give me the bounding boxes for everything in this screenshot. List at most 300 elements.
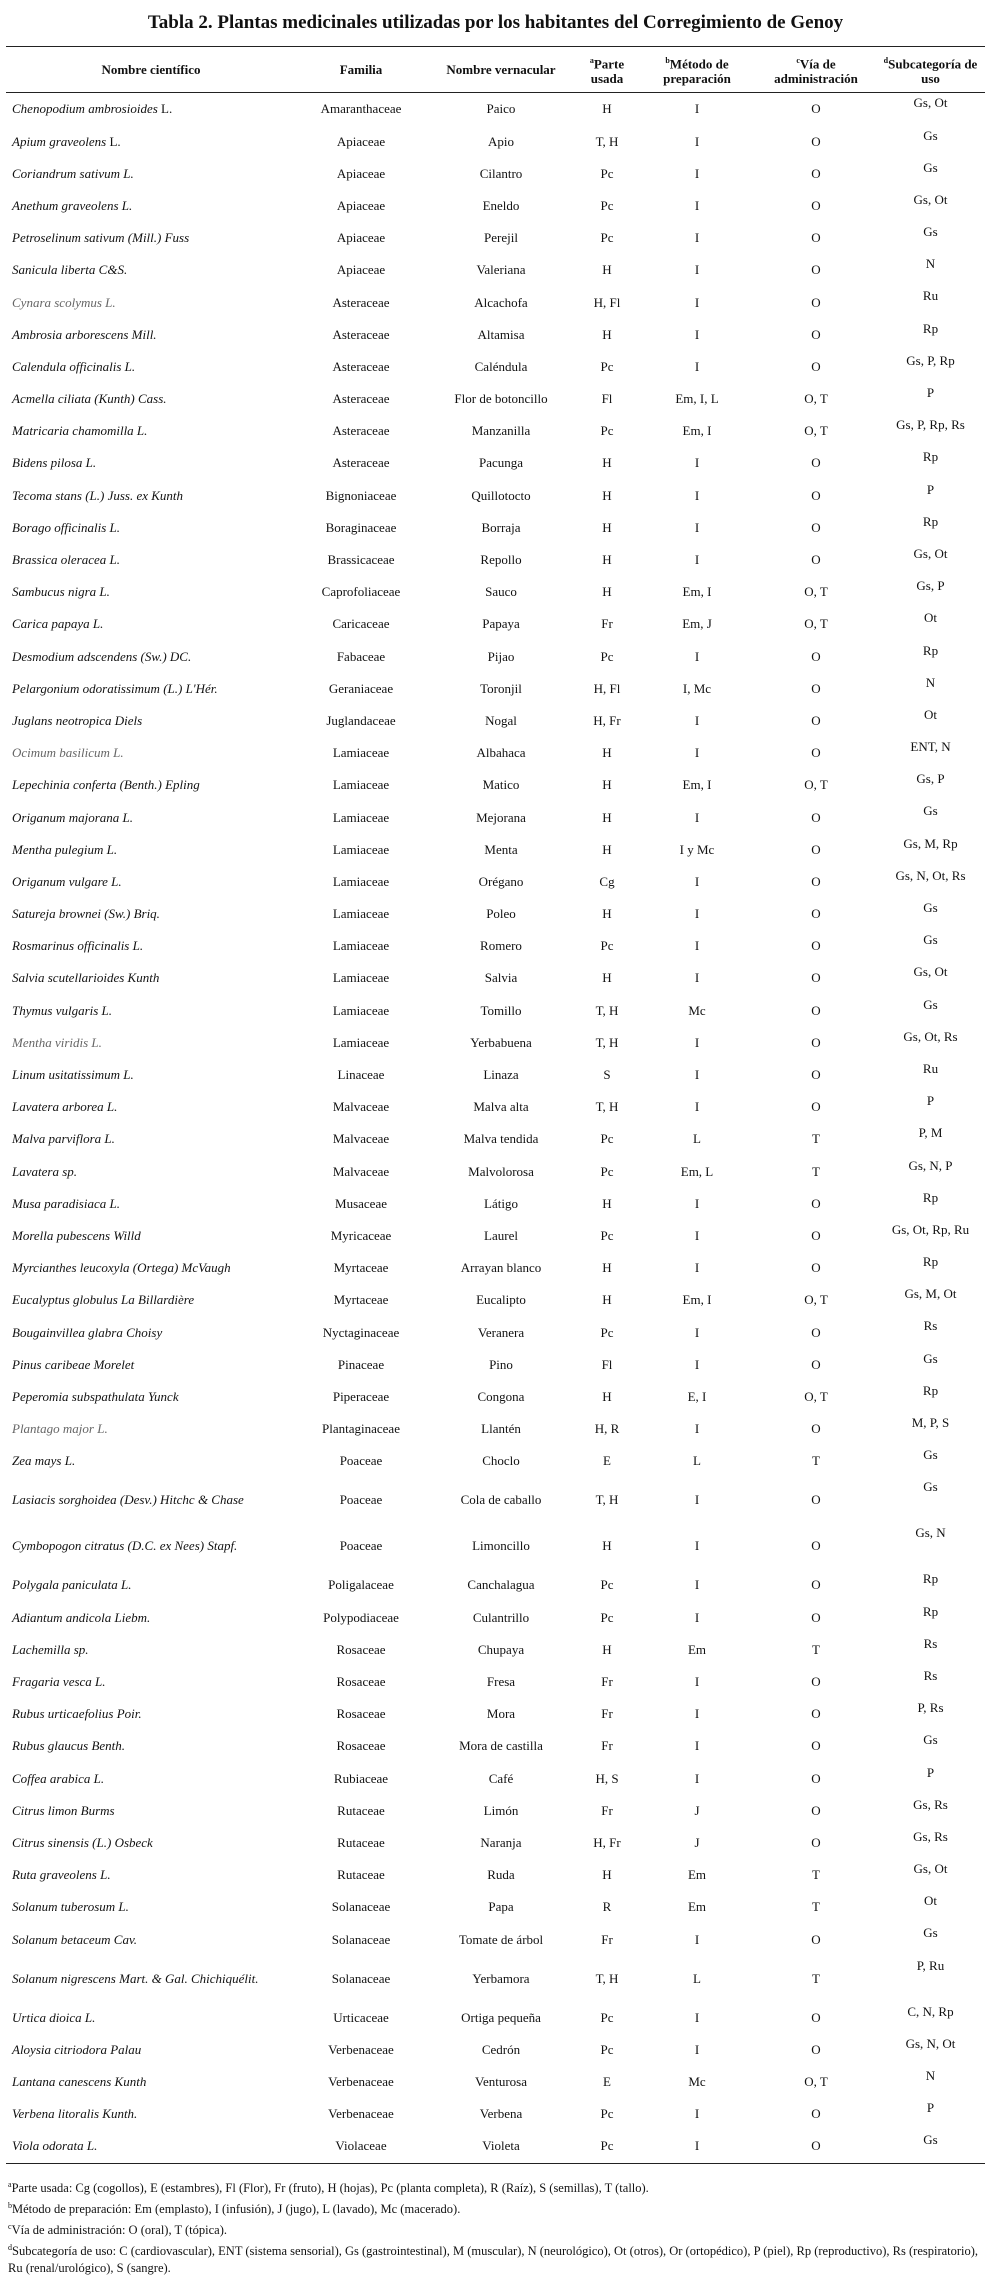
vernacular-name-cell: Fresa	[486, 1674, 516, 1690]
use-subcategory-cell: Gs, P	[916, 771, 945, 787]
table-row	[6, 1284, 985, 1316]
vernacular-name-cell: Veranera	[477, 1324, 525, 1340]
part-used-cell: S	[603, 1067, 611, 1083]
administration-route-cell: O	[811, 1067, 821, 1083]
vernacular-name-cell: Café	[488, 1770, 514, 1786]
table-row	[6, 544, 985, 576]
scientific-name-cell	[6, 190, 296, 222]
table-row	[6, 1602, 985, 1634]
species-name: Rosmarinus officinalis L.	[12, 938, 144, 954]
scientific-name-cell	[6, 447, 296, 479]
use-subcategory-cell: Rp	[922, 1189, 939, 1205]
part-used-cell: Fr	[601, 1931, 613, 1947]
preparation-method-cell: I	[694, 2106, 700, 2122]
table-row	[6, 1795, 985, 1827]
part-used-cell: Pc	[600, 358, 614, 374]
species-name: Polygala paniculata L.	[12, 1577, 132, 1593]
administration-route-cell: O	[811, 230, 821, 246]
table-row	[6, 222, 985, 254]
preparation-method-cell: E, I	[687, 1388, 707, 1404]
footnote-marker: a	[8, 2179, 12, 2189]
family-cell: Apiaceae	[336, 165, 386, 181]
vernacular-name-cell: Pijao	[487, 648, 515, 664]
table-row	[6, 1349, 985, 1381]
administration-route-cell: O	[811, 1577, 821, 1593]
use-subcategory-cell: Rp	[922, 320, 939, 336]
administration-route-cell: O, T	[804, 391, 828, 407]
administration-route-cell: O	[811, 1770, 821, 1786]
species-name: Chenopodium ambrosioides	[12, 101, 158, 117]
use-subcategory-cell: Gs	[923, 803, 938, 819]
species-name: Apium graveolens	[12, 133, 107, 149]
table-row	[6, 2002, 985, 2034]
administration-route-cell: O	[811, 970, 821, 986]
preparation-method-cell: I	[694, 1674, 700, 1690]
species-name: Lachemilla sp.	[12, 1641, 89, 1657]
family-cell: Lamiaceae	[332, 873, 390, 889]
species-name: Adiantum andicola Liebm.	[12, 1609, 151, 1625]
administration-route-cell: O	[811, 906, 821, 922]
use-subcategory-cell: Gs, Ot	[913, 1861, 948, 1877]
preparation-method-cell: I	[694, 230, 700, 246]
family-cell: Lamiaceae	[332, 906, 390, 922]
administration-route-cell: O	[811, 1834, 821, 1850]
part-used-cell: H	[602, 519, 612, 535]
scientific-name-cell	[6, 641, 296, 673]
use-subcategory-cell: P, Rs	[917, 1700, 944, 1716]
scientific-name-cell	[6, 769, 296, 801]
table-row	[6, 576, 985, 608]
species-name: Morella pubescens Willd	[12, 1227, 141, 1243]
species-name: Lavatera sp.	[12, 1163, 77, 1179]
family-cell: Lamiaceae	[332, 777, 390, 793]
use-subcategory-cell: Rp	[922, 513, 939, 529]
footnote-marker: b	[8, 2200, 12, 2210]
column-header	[756, 47, 876, 93]
column-header-label: Nombre vernacular	[446, 62, 556, 78]
part-used-cell: Pc	[600, 2106, 614, 2122]
family-cell: Pinaceae	[337, 1356, 385, 1372]
use-subcategory-cell: Rs	[923, 1318, 938, 1334]
vernacular-name-cell: Choclo	[482, 1453, 520, 1469]
use-subcategory-cell: Gs, N, Ot, Rs	[895, 867, 966, 883]
scientific-name-cell	[6, 1413, 296, 1445]
preparation-method-cell: I	[694, 133, 700, 149]
table-row	[6, 2066, 985, 2098]
species-name: Brassica oleracea L.	[12, 552, 120, 568]
footnote	[8, 2239, 985, 2277]
scientific-name-cell	[6, 1956, 296, 2002]
administration-route-cell: O	[811, 1227, 821, 1243]
part-used-cell: Pc	[600, 423, 614, 439]
use-subcategory-cell: N	[925, 256, 936, 272]
part-used-cell: Pc	[600, 1324, 614, 1340]
scientific-name-cell	[6, 1666, 296, 1698]
administration-route-cell: O	[811, 1492, 821, 1508]
administration-route-cell: O	[811, 487, 821, 503]
use-subcategory-cell: Gs	[923, 224, 938, 240]
family-cell: Amaranthaceae	[320, 101, 402, 117]
part-used-cell: Pc	[600, 230, 614, 246]
species-name: Verbena litoralis Kunth.	[12, 2106, 138, 2122]
species-name: Lepechinia conferta (Benth.) Epling	[12, 777, 200, 793]
preparation-method-cell: I	[694, 487, 700, 503]
species-name: Lasiacis sorghoidea (Desv.) Hitchc & Chase	[12, 1492, 244, 1508]
vernacular-name-cell: Cilantro	[479, 165, 523, 181]
use-subcategory-cell: Ru	[922, 1060, 939, 1076]
administration-route-cell: O	[811, 1195, 821, 1211]
preparation-method-cell: I	[694, 1356, 700, 1372]
scientific-name-cell	[6, 1284, 296, 1316]
family-cell: Myricaceae	[330, 1227, 392, 1243]
vernacular-name-cell: Mora de castilla	[459, 1738, 543, 1754]
use-subcategory-cell: Gs, P	[916, 578, 945, 594]
column-header-label: Vía de administración	[774, 56, 858, 87]
part-used-cell: H	[602, 552, 612, 568]
table-row	[6, 1156, 985, 1188]
use-subcategory-cell: Gs	[923, 996, 938, 1012]
species-name: Citrus sinensis (L.) Osbeck	[12, 1834, 153, 1850]
table-row	[6, 1381, 985, 1413]
scientific-name-cell	[6, 1027, 296, 1059]
administration-route-cell: O	[811, 1706, 821, 1722]
preparation-method-cell: Mc	[688, 2074, 706, 2090]
family-cell: Fabaceae	[336, 648, 386, 664]
part-used-cell: Fr	[601, 1674, 613, 1690]
table-row	[6, 1859, 985, 1891]
administration-route-cell: O	[811, 873, 821, 889]
part-used-cell: T, H	[595, 133, 619, 149]
table-row	[6, 447, 985, 479]
preparation-method-cell: Em, L	[680, 1163, 714, 1179]
vernacular-name-cell: Mora	[486, 1706, 516, 1722]
scientific-name-cell	[6, 1698, 296, 1730]
administration-route-cell: O	[811, 1002, 821, 1018]
use-subcategory-cell: Gs, N, P	[908, 1157, 953, 1173]
part-used-cell: Fr	[601, 616, 613, 632]
table-row	[6, 930, 985, 962]
family-cell: Rosaceae	[336, 1706, 386, 1722]
vernacular-name-cell: Poleo	[486, 906, 516, 922]
preparation-method-cell: I	[694, 1706, 700, 1722]
part-used-cell: H	[602, 455, 612, 471]
species-name: Citrus limon Burms	[12, 1802, 115, 1818]
species-name: Juglans neotropica Diels	[12, 712, 143, 728]
table-row	[6, 1666, 985, 1698]
family-cell: Geraniaceae	[328, 680, 394, 696]
species-name: Solanum nigrescens Mart. & Gal. Chichiquélit.	[12, 1970, 259, 1986]
family-cell: Myrtaceae	[333, 1292, 389, 1308]
footnote	[8, 2197, 985, 2218]
preparation-method-cell: I	[694, 1421, 700, 1437]
vernacular-name-cell: Limoncillo	[472, 1538, 530, 1554]
table-row	[6, 1059, 985, 1091]
part-used-cell: R	[602, 1899, 612, 1915]
administration-route-cell: O	[811, 326, 821, 342]
administration-route-cell: O, T	[804, 777, 828, 793]
use-subcategory-cell: P	[926, 2100, 935, 2116]
administration-route-cell: O	[811, 1324, 821, 1340]
table-row	[6, 1413, 985, 1445]
part-used-cell: H	[602, 1867, 612, 1883]
use-subcategory-cell: Gs, Ot, Rs	[903, 1028, 958, 1044]
scientific-name-cell	[6, 512, 296, 544]
part-used-cell: H	[602, 777, 612, 793]
preparation-method-cell: I	[694, 197, 700, 213]
part-used-cell: T, H	[595, 1099, 619, 1115]
vernacular-name-cell: Malvolorosa	[468, 1163, 534, 1179]
species-name: Peperomia subspathulata Yunck	[12, 1388, 179, 1404]
part-used-cell: H	[602, 841, 612, 857]
preparation-method-cell: I	[694, 294, 700, 310]
table-row	[6, 962, 985, 994]
part-used-cell: Fr	[601, 1802, 613, 1818]
use-subcategory-cell: ENT, N	[910, 739, 951, 755]
preparation-method-cell: Em, I	[682, 777, 712, 793]
part-used-cell: E	[603, 2074, 611, 2090]
administration-route-cell: O	[811, 2106, 821, 2122]
administration-route-cell: O	[811, 133, 821, 149]
table-row	[6, 1316, 985, 1348]
preparation-method-cell: J	[694, 1802, 700, 1818]
table-row	[6, 1956, 985, 2002]
use-subcategory-cell: P, M	[918, 1125, 943, 1141]
scientific-name-cell	[6, 1316, 296, 1348]
scientific-name-cell	[6, 158, 296, 190]
vernacular-name-cell: Arrayan blanco	[460, 1260, 542, 1276]
column-header-label: Parte usada	[590, 56, 625, 87]
vernacular-name-cell: Salvia	[484, 970, 518, 986]
use-subcategory-cell: Rp	[922, 1382, 939, 1398]
preparation-method-cell: I	[694, 1931, 700, 1947]
footnote-text: Método de preparación: Em (emplasto), I (infusión), J (jugo), L (lavado), Mc (macerado).	[12, 2201, 461, 2216]
family-cell: Rutaceae	[337, 1834, 385, 1850]
vernacular-name-cell: Flor de botoncillo	[454, 391, 548, 407]
table-row	[6, 995, 985, 1027]
preparation-method-cell: I	[694, 1538, 700, 1554]
scientific-name-cell	[6, 1523, 296, 1569]
table-row	[6, 1827, 985, 1859]
use-subcategory-cell: N	[925, 674, 936, 690]
part-used-cell: Pc	[600, 197, 614, 213]
use-subcategory-cell: Gs	[923, 1447, 938, 1463]
part-used-cell: H, Fl	[593, 680, 621, 696]
administration-route-cell: O	[811, 648, 821, 664]
part-used-cell: Pc	[600, 165, 614, 181]
family-cell: Rosaceae	[336, 1674, 386, 1690]
scientific-name-cell	[6, 962, 296, 994]
footnote-marker: c	[796, 56, 800, 65]
family-cell: Solanaceae	[331, 1970, 391, 1986]
preparation-method-cell: I	[694, 1067, 700, 1083]
administration-route-cell: T	[812, 1453, 820, 1469]
administration-route-cell: T	[812, 1867, 820, 1883]
part-used-cell: Fr	[601, 1706, 613, 1722]
use-subcategory-cell: Gs	[923, 900, 938, 916]
species-name: Rubus glaucus Benth.	[12, 1738, 126, 1754]
vernacular-name-cell: Verbena	[479, 2106, 523, 2122]
table-row	[6, 1027, 985, 1059]
scientific-name-cell	[6, 126, 296, 158]
species-name: Aloysia citriodora Palau	[12, 2041, 142, 2057]
vernacular-name-cell: Orégano	[478, 873, 524, 889]
scientific-name-cell	[6, 254, 296, 286]
use-subcategory-cell: Rp	[922, 1603, 939, 1619]
table-row	[6, 1252, 985, 1284]
species-name: Anethum graveolens L.	[12, 197, 133, 213]
preparation-method-cell: I	[694, 648, 700, 664]
use-subcategory-cell: N	[925, 2068, 936, 2084]
administration-route-cell: O	[811, 2009, 821, 2025]
vernacular-name-cell: Yerbabuena	[470, 1034, 532, 1050]
use-subcategory-cell: Ot	[924, 610, 937, 626]
species-name: Tecoma stans (L.) Juss. ex Kunth	[12, 487, 184, 503]
use-subcategory-cell: Gs, M, Rp	[903, 835, 958, 851]
table-row	[6, 351, 985, 383]
table-row	[6, 1763, 985, 1795]
species-name: Cymbopogon citratus (D.C. ex Nees) Stapf.	[12, 1538, 238, 1554]
family-cell: Verbenaceae	[328, 2074, 394, 2090]
part-used-cell: Pc	[600, 648, 614, 664]
species-name: Eucalyptus globulus La Billardière	[12, 1292, 195, 1308]
administration-route-cell: O	[811, 1738, 821, 1754]
scientific-name-cell	[6, 930, 296, 962]
species-name: Coriandrum sativum L.	[12, 165, 134, 181]
use-subcategory-cell: Rp	[922, 1571, 939, 1587]
column-header-label: Subcategoría de uso	[888, 56, 978, 87]
table-row	[6, 801, 985, 833]
preparation-method-cell: I	[694, 1324, 700, 1340]
administration-route-cell: O	[811, 1421, 821, 1437]
table-row	[6, 673, 985, 705]
footnote-marker: a	[589, 56, 594, 65]
family-cell: Asteraceae	[332, 294, 390, 310]
part-used-cell: H	[602, 1260, 612, 1276]
use-subcategory-cell: Rp	[922, 449, 939, 465]
preparation-method-cell: I	[694, 165, 700, 181]
preparation-method-cell: I	[694, 262, 700, 278]
preparation-method-cell: I	[694, 1260, 700, 1276]
vernacular-name-cell: Matico	[482, 777, 520, 793]
part-used-cell: H, Fr	[593, 712, 621, 728]
species-name: Ambrosia arborescens Mill.	[12, 326, 157, 342]
table-row	[6, 158, 985, 190]
part-used-cell: H, R	[594, 1421, 620, 1437]
preparation-method-cell: I	[694, 455, 700, 471]
scientific-name-cell	[6, 608, 296, 640]
family-cell: Violaceae	[335, 2138, 387, 2154]
scientific-name-cell	[6, 2098, 296, 2130]
scientific-name-cell	[6, 544, 296, 576]
family-cell: Poaceae	[339, 1538, 383, 1554]
scientific-name-cell	[6, 1795, 296, 1827]
scientific-name-cell	[6, 1123, 296, 1155]
preparation-method-cell: I	[694, 1195, 700, 1211]
vernacular-name-cell: Repollo	[480, 552, 522, 568]
family-cell: Solanaceae	[331, 1899, 391, 1915]
preparation-method-cell: I	[694, 1227, 700, 1243]
species-name: Origanum vulgare L.	[12, 873, 122, 889]
part-used-cell: Pc	[600, 938, 614, 954]
preparation-method-cell: Em, I	[682, 1292, 712, 1308]
vernacular-name-cell: Malva tendida	[463, 1131, 539, 1147]
scientific-name-cell	[6, 576, 296, 608]
table-row	[6, 1523, 985, 1569]
use-subcategory-cell: P	[926, 1093, 935, 1109]
family-cell: Apiaceae	[336, 133, 386, 149]
part-used-cell: H	[602, 584, 612, 600]
administration-route-cell: O	[811, 1609, 821, 1625]
administration-route-cell: O	[811, 262, 821, 278]
vernacular-name-cell: Eucalipto	[476, 1292, 526, 1308]
preparation-method-cell: I	[694, 1577, 700, 1593]
part-used-cell: Pc	[600, 1577, 614, 1593]
scientific-name-cell	[6, 1220, 296, 1252]
use-subcategory-cell: Gs, P, Rp, Rs	[896, 417, 965, 433]
species-name: Pelargonium odoratissimum (L.) L'Hér.	[12, 680, 218, 696]
scientific-name-cell	[6, 1156, 296, 1188]
family-cell: Malvaceae	[332, 1163, 390, 1179]
species-authority: L.	[106, 133, 121, 149]
preparation-method-cell: I	[694, 970, 700, 986]
species-name: Linum usitatissimum L.	[12, 1067, 134, 1083]
species-name: Satureja brownei (Sw.) Briq.	[12, 906, 160, 922]
use-subcategory-cell: Gs	[923, 1925, 938, 1941]
part-used-cell: T, H	[595, 1002, 619, 1018]
table-row	[6, 126, 985, 158]
vernacular-name-cell: Malva alta	[473, 1099, 529, 1115]
table-row	[6, 641, 985, 673]
scientific-name-cell	[6, 93, 296, 126]
vernacular-name-cell: Papaya	[482, 616, 520, 632]
table-header-row	[6, 47, 985, 93]
scientific-name-cell	[6, 1859, 296, 1891]
administration-route-cell: T	[812, 1899, 820, 1915]
family-cell: Rutaceae	[337, 1802, 385, 1818]
species-name: Calendula officinalis L.	[12, 358, 136, 374]
table-row	[6, 898, 985, 930]
administration-route-cell: O	[811, 1034, 821, 1050]
vernacular-name-cell: Nogal	[485, 712, 517, 728]
scientific-name-cell	[6, 1827, 296, 1859]
species-name: Cynara scolymus L.	[12, 294, 116, 310]
table-row	[6, 866, 985, 898]
vernacular-name-cell: Quillotocto	[471, 487, 531, 503]
preparation-method-cell: I	[694, 1034, 700, 1050]
table-row	[6, 190, 985, 222]
scientific-name-cell	[6, 1923, 296, 1955]
part-used-cell: Pc	[600, 1131, 614, 1147]
preparation-method-cell: I	[694, 326, 700, 342]
preparation-method-cell: L	[693, 1453, 701, 1469]
species-name: Zea mays L.	[12, 1453, 76, 1469]
part-used-cell: H	[602, 1388, 612, 1404]
part-used-cell: H	[602, 970, 612, 986]
species-authority: L.	[157, 101, 173, 117]
preparation-method-cell: I	[694, 2009, 700, 2025]
use-subcategory-cell: Gs, Ot	[913, 545, 948, 561]
preparation-method-cell: I	[694, 552, 700, 568]
family-cell: Polypodiaceae	[323, 1609, 399, 1625]
family-cell: Lamiaceae	[332, 809, 390, 825]
use-subcategory-cell: Rs	[923, 1667, 938, 1683]
species-name: Bidens pilosa L.	[12, 455, 97, 471]
family-cell: Lamiaceae	[332, 1002, 390, 1018]
family-cell: Plantaginaceae	[322, 1421, 400, 1437]
table-row	[6, 1634, 985, 1666]
family-cell: Asteraceae	[332, 391, 390, 407]
family-cell: Poligalaceae	[328, 1577, 394, 1593]
